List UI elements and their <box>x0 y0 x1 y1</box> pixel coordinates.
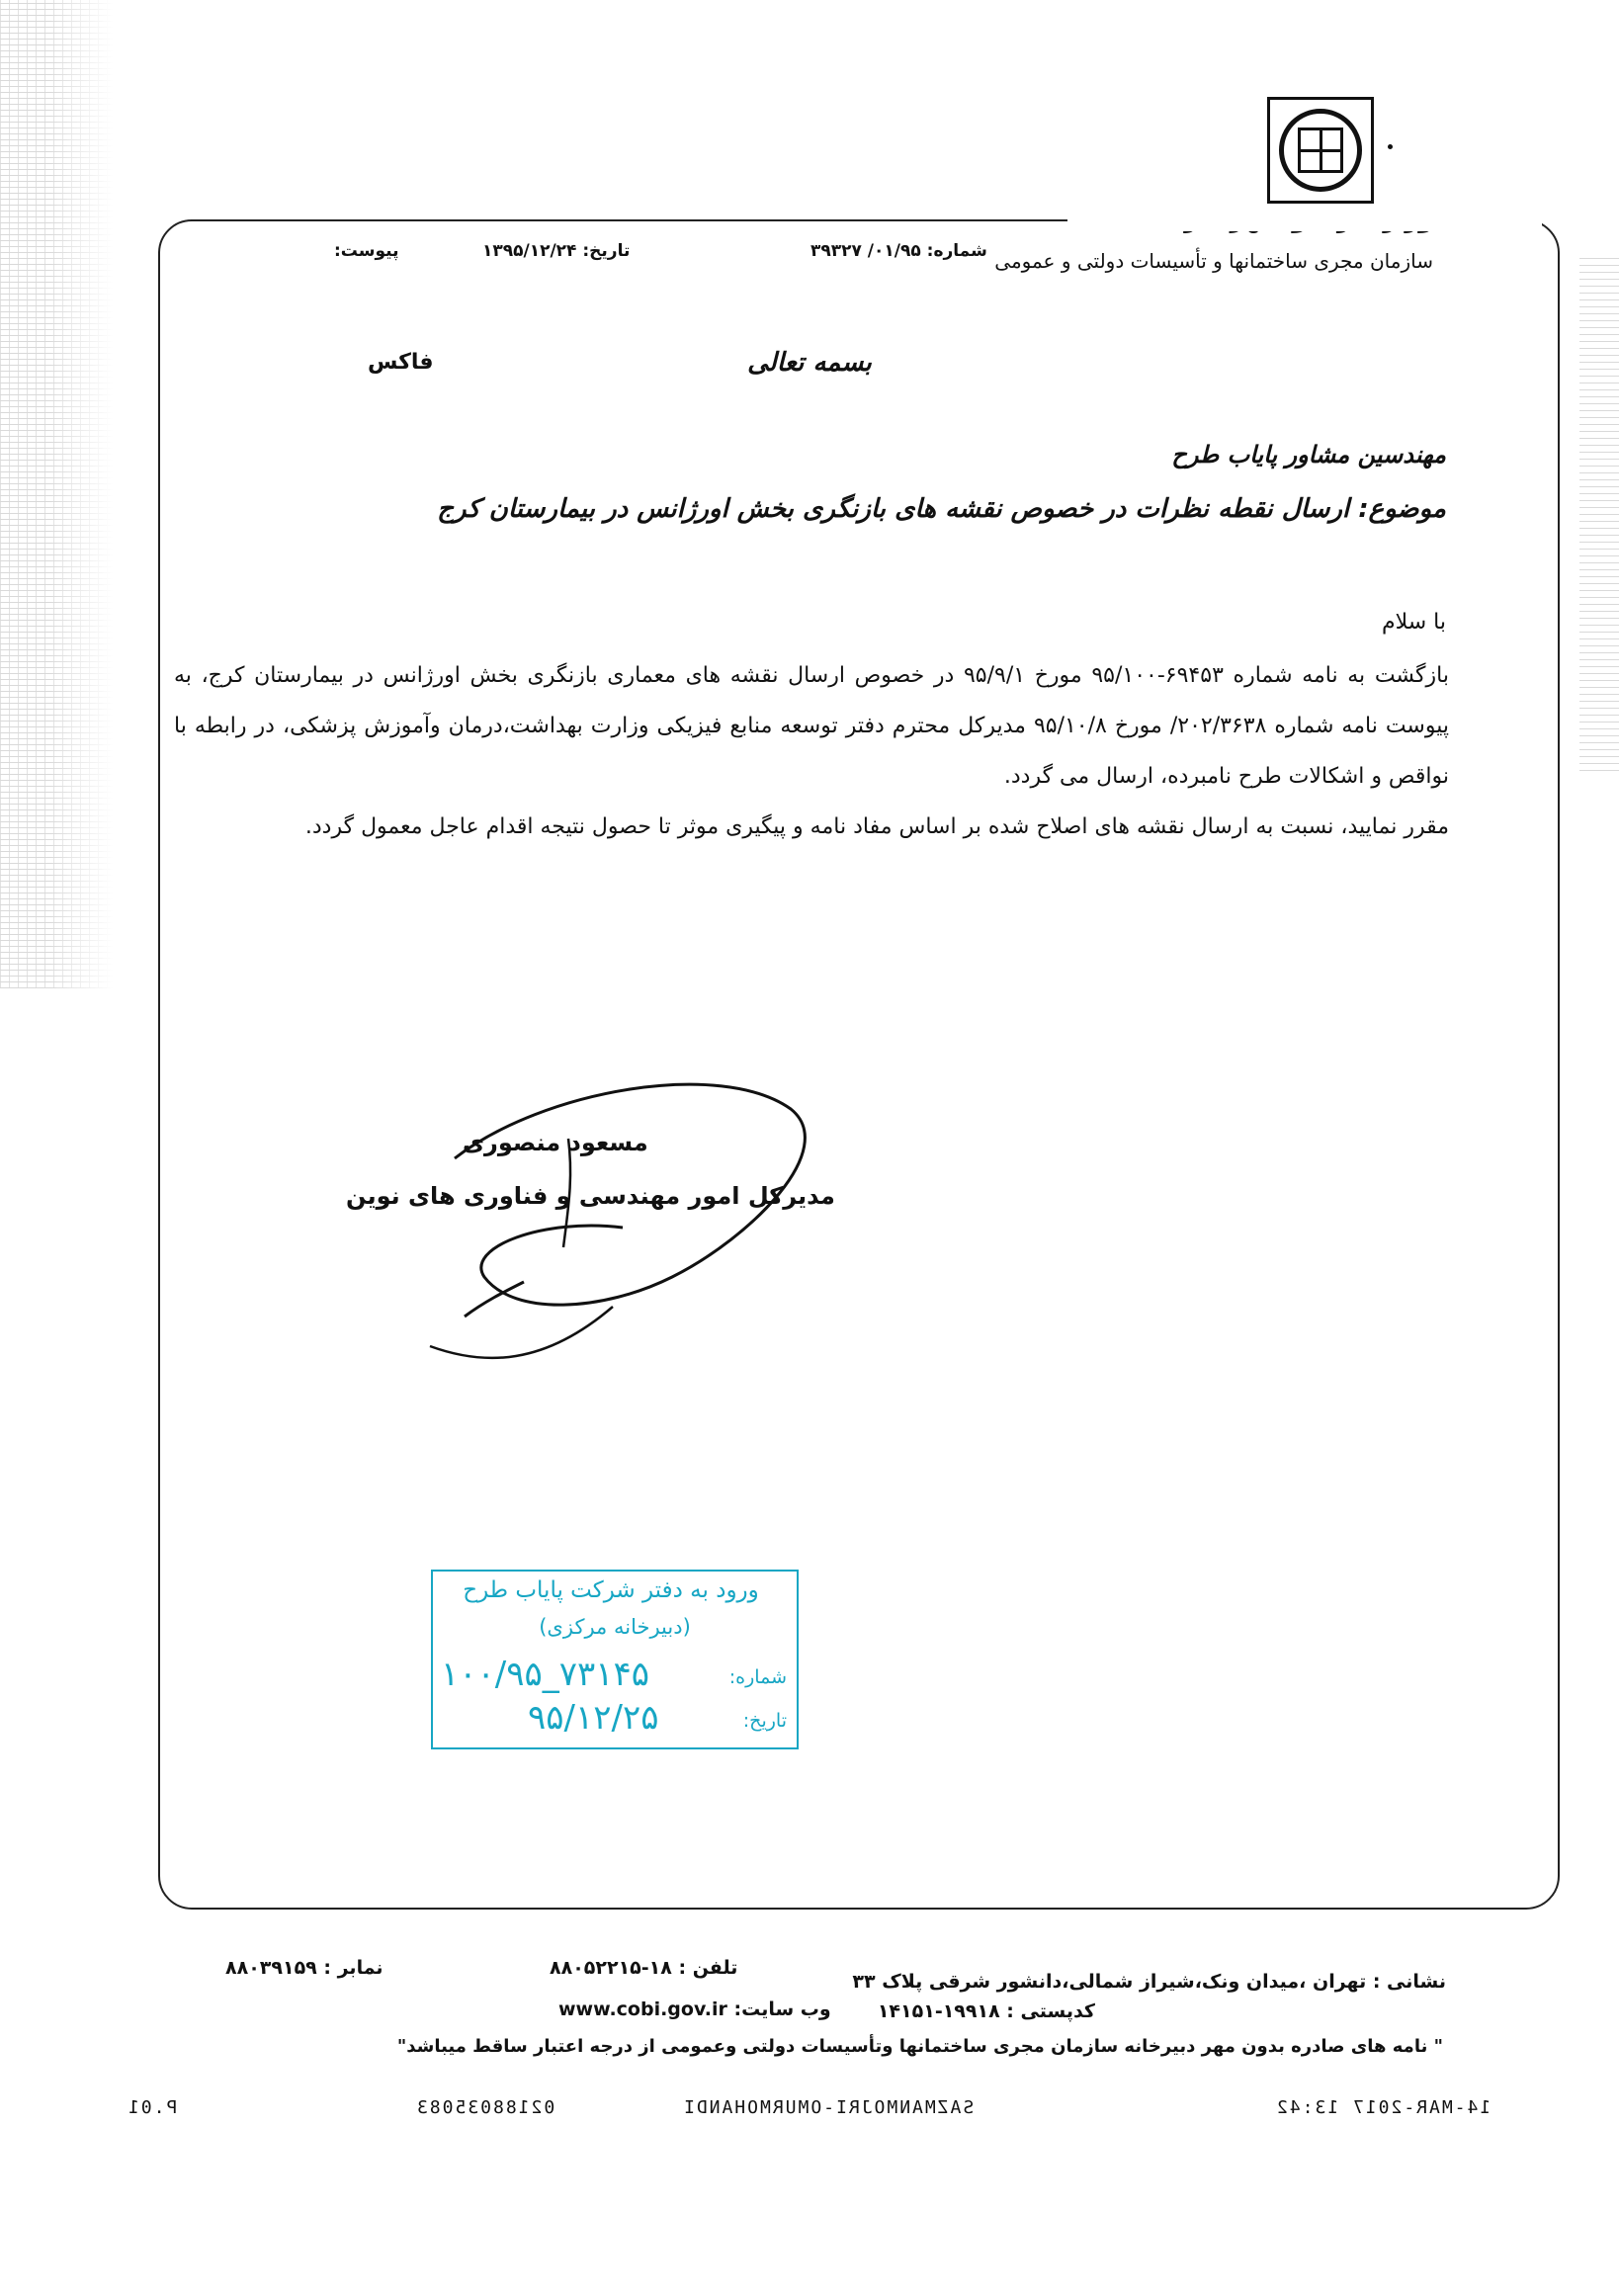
footer-fax: نمابر : ۸۸۰۳۹۱۵۹ <box>225 1957 383 1979</box>
number-label: شماره: <box>926 241 987 261</box>
letter-frame <box>158 219 1560 1910</box>
website-url: www.cobi.gov.ir <box>558 1998 727 2020</box>
stamp-line-1: ورود به دفتر شرکت پایاب طرح <box>463 1577 759 1603</box>
bismillah: بسمه تعالی <box>747 348 872 378</box>
frame-gap <box>1067 208 1542 231</box>
footer-phone: تلفن : ۱۸-۸۸۰۵۲۲۱۵ <box>550 1957 738 1979</box>
paragraph-2: مقرر نمایید، نسبت به ارسال نقشه های اصلاح شده بر اساس مفاد نامه و پیگیری موثر تا حصول نتیجه اقدام عاجل معمول گردد. <box>304 814 1449 839</box>
addressee: مهندسین مشاور پایاب طرح <box>1171 441 1446 468</box>
stamp-number-label: شماره: <box>728 1666 787 1688</box>
signatory-name: مسعود منصوری <box>463 1129 648 1156</box>
attachment-label: پیوست: <box>334 241 399 261</box>
signatory-title: مدیرکل امور مهندسی و فناوری های نوین <box>346 1182 835 1210</box>
date-label: تاریخ: <box>582 241 631 261</box>
footer-address: نشانی : تهران ،میدان ونک،شیراز شمالی،دانشور شرقی پلاک ۳۳ <box>852 1971 1446 1993</box>
receipt-stamp <box>431 1570 799 1749</box>
fax-sender: SAZMANMOJRI-OMURMOHANDI <box>682 2097 975 2118</box>
logo-dot <box>1388 144 1393 149</box>
stamp-date-value: ۹۵/۱۲/۲۵ <box>528 1698 659 1738</box>
date-value: ۱۳۹۵/۱۲/۲۴ <box>482 241 577 261</box>
ministry-logo <box>1267 97 1374 204</box>
footer-postal-code: کدپستی : ۱۹۹۱۸-۱۴۱۵۱ <box>877 2000 1095 2022</box>
stamp-date-label: تاریخ: <box>742 1710 787 1732</box>
handwritten-signature <box>425 1069 840 1396</box>
scan-noise-left <box>0 0 114 988</box>
org-subtitle: سازمان مجری ساختمانها و تأسیسات دولتی و عمومی <box>994 249 1433 273</box>
paragraph-1: بازگشت به نامه شماره ۶۹۴۵۳-۹۵/۱۰۰ مورخ ۹۵/۹/۱ در خصوص ارسال نقشه های معماری بازنگری بخش اورژانس در بیمارستان کرج، به پیوست نامه شماره ۲۰۲/۳۶۳۸/ مورخ ۹۵/۱۰/۸ مدیرکل محترم دفتر توسعه منابع فیزیکی وزارت بهداشت،درمان وآموزش پزشکی، در رابطه با نواقص و اشکالات طرح نامبرده، ارسال می گردد. <box>174 663 1449 789</box>
fax-page: P.01 <box>127 2097 178 2118</box>
fax-datetime: 14-MAR-2017 13:42 <box>1275 2097 1491 2118</box>
footer-notice: " نامه های صادره بدون مهر دبیرخانه سازمان مجری ساختمانها وتأسیسات دولتی وعمومی از درجه اعتبار ساقط میباشد" <box>396 2036 1443 2057</box>
scan-noise-right <box>1579 257 1619 771</box>
website-label: وب سایت: <box>733 1998 831 2020</box>
logo-window <box>1298 128 1343 173</box>
greeting: با سلام <box>1381 610 1446 635</box>
number-value: ۰۱/۹۵/ ۳۹۳۲۷ <box>810 241 921 261</box>
stamp-line-2: (دبیرخانه مرکزی) <box>539 1615 691 1639</box>
footer-website <box>558 1998 831 2020</box>
stamp-number-value: ۱۰۰/۹۵_۷۳۱۴۵ <box>441 1655 650 1694</box>
subject-line: موضوع: ارسال نقطه نظرات در خصوص نقشه های بازنگری بخش اورژانس در بیمارستان کرج <box>437 494 1446 524</box>
fax-number: 02188035083 <box>415 2097 555 2118</box>
letter-body <box>174 650 1449 852</box>
fax-label: فاکس <box>368 350 434 375</box>
